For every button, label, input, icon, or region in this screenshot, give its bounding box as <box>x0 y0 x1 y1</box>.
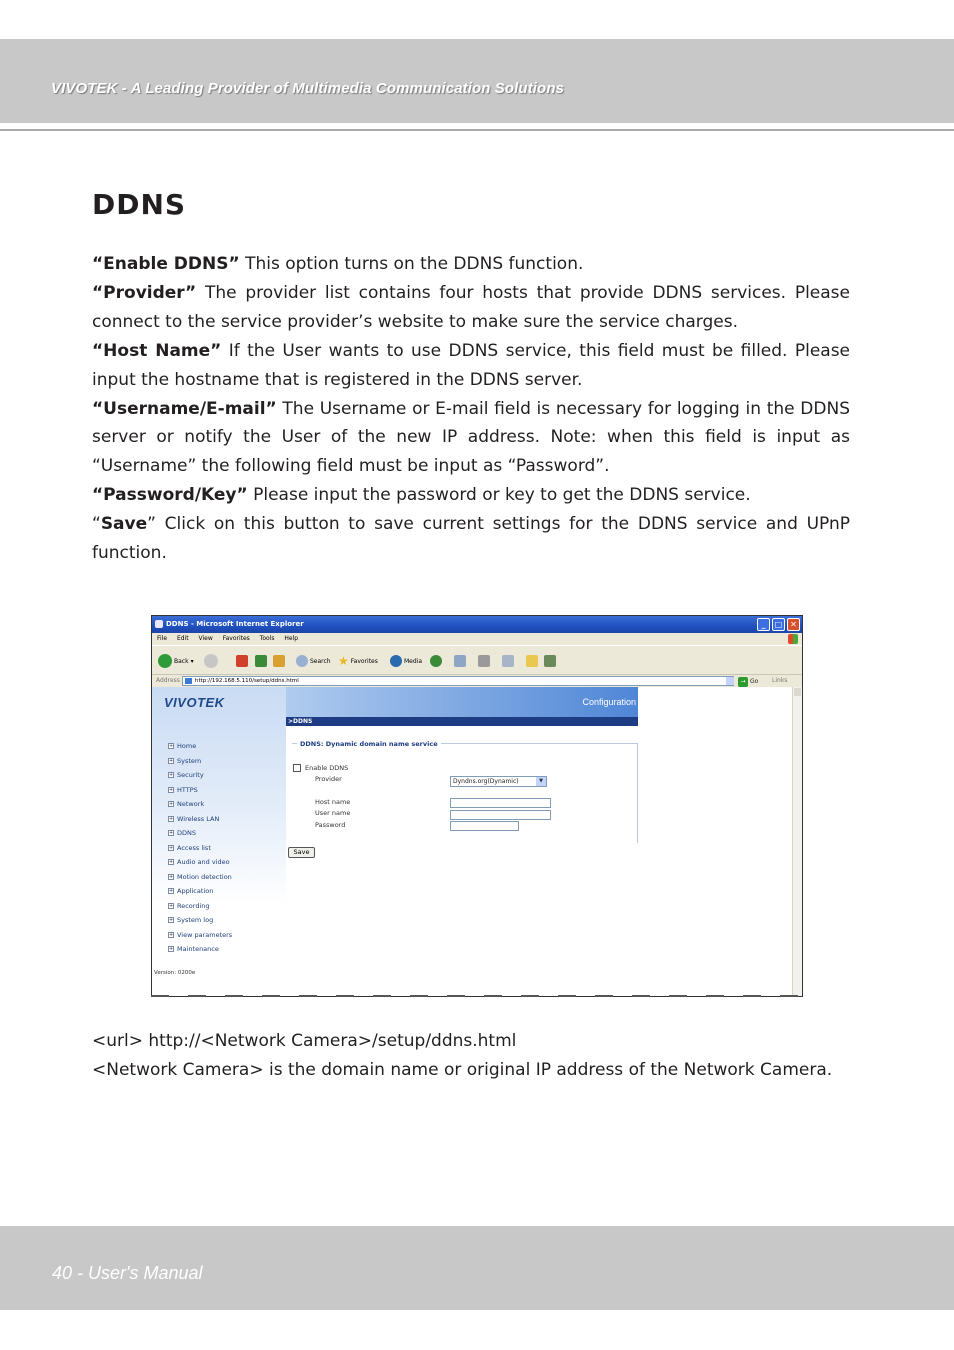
plus-icon: + <box>169 830 174 837</box>
plus-icon: + <box>169 801 174 808</box>
plus-icon: + <box>169 888 174 895</box>
config-sidebar <box>152 687 286 997</box>
plus-icon: + <box>169 931 174 938</box>
menu-edit[interactable]: Edit <box>176 635 189 642</box>
scroll-up-icon[interactable] <box>794 688 801 696</box>
term: Save <box>100 514 148 535</box>
host-name-label: Host name <box>315 798 351 806</box>
address-label: Address <box>156 677 180 684</box>
star-icon: ★ <box>338 654 349 668</box>
plus-icon: + <box>169 815 174 822</box>
links-label[interactable]: Links <box>772 677 788 684</box>
page-title: DDNS <box>92 188 187 221</box>
nav-item-ddns[interactable]: + DDNS <box>169 829 196 837</box>
plus-icon: + <box>169 859 174 866</box>
vertical-scrollbar[interactable] <box>792 687 802 997</box>
version-text: Version: 0200e <box>154 970 196 976</box>
plus-icon: + <box>169 772 174 779</box>
address-bar <box>152 675 802 687</box>
print-icon <box>478 655 490 667</box>
host-name-input[interactable] <box>450 798 551 808</box>
browser-screenshot <box>151 615 803 997</box>
home-icon <box>273 655 285 667</box>
para-provider: “Provider” The provider list contains four hosts that provide DDNS services. Please connect to the service provider’s website to make sure the service charges. <box>92 282 850 332</box>
nav-item-view-parameters[interactable]: + View parameters <box>169 930 233 939</box>
menu-favorites[interactable]: Favorites <box>222 635 250 642</box>
url-note: <Network Camera> is the domain name or original IP address of the Network Camera. <box>92 1060 833 1080</box>
messenger-icon <box>544 655 556 667</box>
password-input[interactable] <box>450 821 519 831</box>
refresh-icon <box>255 655 267 667</box>
para-host-name: “Host Name” If the User wants to use DDNS service, this field must be filled. Please input the hostname that is registered in the DDNS server. <box>92 340 851 390</box>
nav-item-access-list[interactable]: + Access list <box>169 843 211 852</box>
nav-item-motion-detection[interactable]: + Motion detection <box>169 872 232 881</box>
print-button[interactable] <box>478 653 490 669</box>
maximize-button[interactable]: □ <box>772 618 785 631</box>
menu-help[interactable]: Help <box>284 635 299 642</box>
chevron-down-icon: ▼ <box>536 777 546 786</box>
footer-text: 40 - User's Manual <box>52 1263 203 1283</box>
enable-ddns-checkbox[interactable] <box>293 764 301 772</box>
para-password: “Password/Key” Please input the password or key to get the DDNS service. <box>92 485 751 506</box>
folder-icon <box>526 655 538 667</box>
edit-button[interactable] <box>502 653 514 669</box>
menu-bar <box>152 633 802 645</box>
ddns-page-header: >DDNS <box>286 717 638 726</box>
provider-select[interactable]: Dyndns.org(Dynamic) ▼ <box>450 776 547 787</box>
nav-item-wireless-lan[interactable]: + Wireless LAN <box>169 814 220 823</box>
menu-file[interactable]: File <box>157 635 168 642</box>
history-button[interactable] <box>430 653 442 669</box>
address-input[interactable]: http://192.168.5.110/setup/ddns.html <box>182 676 734 686</box>
address-dropdown-icon[interactable] <box>726 677 734 685</box>
plus-icon: + <box>169 743 174 750</box>
vivotek-logo: VIVOTEK <box>164 695 225 710</box>
nav-item-system[interactable]: + System <box>169 756 202 765</box>
nav-item-recording[interactable]: + Recording <box>169 901 210 910</box>
back-button[interactable]: Back ▾ <box>158 653 194 669</box>
description <box>92 250 850 568</box>
page-viewport <box>152 687 792 997</box>
ie-icon <box>155 620 163 628</box>
back-arrow-icon <box>158 654 172 668</box>
page-icon <box>185 678 192 684</box>
stop-button[interactable] <box>236 653 248 669</box>
enable-ddns-label: Enable DDNS <box>305 764 349 772</box>
browser-toolbar <box>152 645 802 675</box>
para-username: “Username/E-mail” The Username or E-mail field is necessary for logging in the DDNS server or notify the User of the new IP address. Note: when this field is input as “Username” the following field must be input as “Password”. <box>92 398 850 477</box>
para-save: “Save” Click on this button to save current settings for the DDNS service and UPnP function. <box>92 514 850 564</box>
para-enable-ddns: “Enable DDNS” This option turns on the DDNS function. <box>92 254 584 274</box>
plus-icon: + <box>169 844 174 851</box>
refresh-button[interactable] <box>255 653 267 669</box>
window-titlebar: DDNS - Microsoft Internet Explorer _ □ ✕ <box>152 616 802 633</box>
nav-item-maintenance[interactable]: + Maintenance <box>169 945 219 953</box>
plus-icon: + <box>169 786 174 793</box>
term: “Host Name” <box>92 340 222 361</box>
nav-item-audio-video[interactable]: + Audio and video <box>169 858 230 866</box>
favorites-button[interactable]: ★ Favorites <box>338 654 378 668</box>
term: “Username/E-mail” <box>92 398 277 419</box>
header-text: VIVOTEK - A Leading Provider of Multimedia Communication Solutions <box>51 80 565 97</box>
plus-icon: + <box>169 902 174 909</box>
go-arrow-icon: → <box>738 677 748 687</box>
term: “Enable DDNS” <box>92 254 240 274</box>
config-nav <box>168 739 232 957</box>
forward-arrow-icon <box>204 654 218 668</box>
close-button[interactable]: ✕ <box>787 618 800 631</box>
plus-icon: + <box>169 946 174 953</box>
password-label: Password <box>315 821 346 829</box>
nav-item-network[interactable]: + Network <box>169 800 205 808</box>
minimize-button[interactable]: _ <box>757 618 770 631</box>
nav-item-system-log[interactable]: + System log <box>169 916 214 924</box>
mail-button[interactable] <box>454 653 466 669</box>
search-button[interactable]: Search <box>296 653 331 669</box>
save-button[interactable]: Save <box>288 847 315 858</box>
nav-item-https[interactable]: + HTTPS <box>169 785 198 794</box>
nav-item-home[interactable]: + Home <box>169 742 197 750</box>
configuration-banner <box>286 687 638 717</box>
url-line: <url> http://<Network Camera>/setup/ddns.html <box>92 1031 517 1051</box>
menu-tools[interactable]: Tools <box>259 635 275 642</box>
edit-icon <box>502 655 514 667</box>
provider-label: Provider <box>315 775 342 783</box>
term: “Provider” <box>92 282 197 303</box>
nav-item-security[interactable]: + Security <box>169 771 204 779</box>
folder-button[interactable] <box>526 653 538 669</box>
user-name-input[interactable] <box>450 810 551 820</box>
window-controls <box>757 618 800 631</box>
go-button[interactable]: → Go <box>738 676 758 688</box>
configuration-label: Configuration <box>582 697 636 707</box>
media-button[interactable]: Media <box>390 653 422 669</box>
plus-icon: + <box>169 917 174 924</box>
search-icon <box>296 655 308 667</box>
user-name-label: User name <box>315 809 351 817</box>
term: “Password/Key” <box>92 485 248 506</box>
header-divider <box>0 129 954 131</box>
history-icon <box>430 655 442 667</box>
messenger-button[interactable] <box>544 653 556 669</box>
mail-icon <box>454 655 466 667</box>
plus-icon: + <box>169 757 174 764</box>
forward-button[interactable] <box>204 653 218 669</box>
form-title: DDNS: Dynamic domain name service <box>297 740 441 748</box>
nav-item-application[interactable]: + Application <box>169 887 214 895</box>
screenshot-torn-edge <box>151 995 803 997</box>
windows-flag-icon <box>788 634 798 644</box>
media-icon <box>390 655 402 667</box>
plus-icon: + <box>169 873 174 880</box>
menu-view[interactable]: View <box>198 635 213 642</box>
stop-icon <box>236 655 248 667</box>
home-button[interactable] <box>273 653 285 669</box>
